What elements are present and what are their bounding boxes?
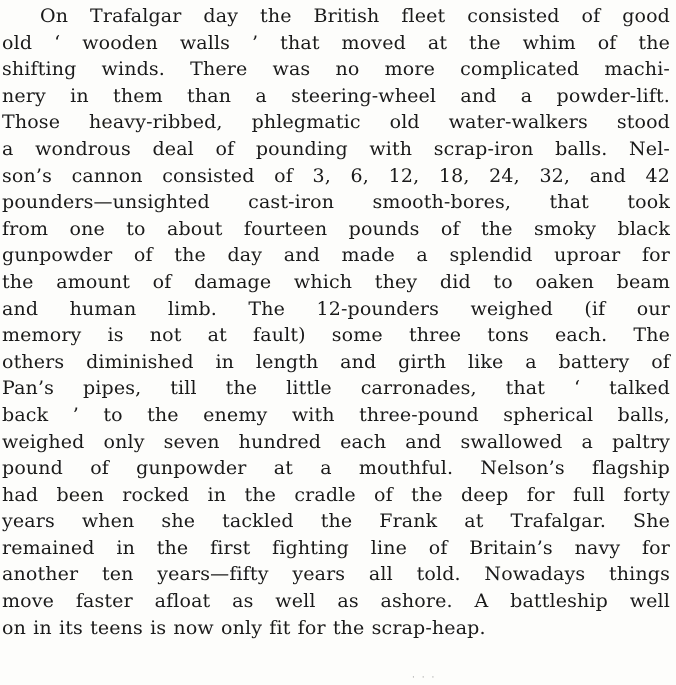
article-line: and human limb. The 12-pounders weighed (if our	[2, 297, 670, 320]
article-line: nery in them than a steering-wheel and a powder-lift.	[2, 84, 670, 107]
article-line: Pan’s pipes, till the little carronades, that ‘ talked	[2, 377, 670, 400]
article-line: others diminished in length and girth like a battery of	[2, 350, 670, 373]
article-column	[2, 3, 670, 641]
article-line: move faster afloat as well as ashore. A battleship well	[2, 590, 670, 613]
article-line: pounders—unsighted cast-iron smooth-bores, that took	[2, 191, 670, 214]
article-line: from one to about fourteen pounds of the smoky black	[2, 217, 670, 240]
article-line: a wondrous deal of pounding with scrap-iron balls. Nel-	[2, 137, 670, 160]
article-line: had been rocked in the cradle of the deep for full forty	[2, 483, 670, 506]
article-line: back ’ to the enemy with three-pound spherical balls,	[2, 403, 670, 426]
article-line: shifting winds. There was no more complicated machi-	[2, 58, 670, 81]
article-line: the amount of damage which they did to oaken beam	[2, 270, 670, 293]
article-line: years when she tackled the Frank at Trafalgar. She	[2, 510, 670, 533]
article-line: another ten years—fifty years all told. Nowadays things	[2, 563, 670, 586]
article-line: old ‘ wooden walls ’ that moved at the whim of the	[2, 31, 670, 54]
article-line: on in its teens is now only fit for the scrap-heap.	[2, 616, 486, 639]
article-line: Those heavy-ribbed, phlegmatic old water-walkers stood	[2, 111, 670, 134]
article-line: pound of gunpowder at a mouthful. Nelson’s flagship	[2, 457, 670, 480]
article-line: memory is not at fault) some three tons each. The	[2, 324, 670, 347]
article-line: weighed only seven hundred each and swallowed a paltry	[2, 430, 670, 453]
footer-mark: · · ·	[412, 673, 437, 683]
article-line: gunpowder of the day and made a splendid uproar for	[2, 244, 670, 267]
article-line: remained in the first fighting line of Britain’s navy for	[2, 536, 670, 559]
article-line: son’s cannon consisted of 3, 6, 12, 18, 24, 32, and 42	[2, 164, 670, 187]
article-line: On Trafalgar day the British fleet consisted of good	[40, 5, 670, 27]
